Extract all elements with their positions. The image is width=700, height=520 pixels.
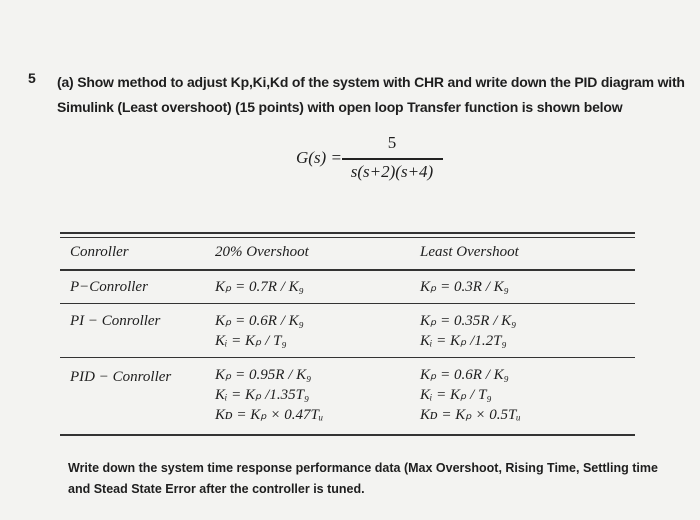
- table-rule-row2: [60, 357, 635, 358]
- header-controller: Conroller: [70, 244, 129, 260]
- pid-least-kd: Kᴅ = Kₚ × 0.5Tᵤ: [420, 407, 521, 423]
- header-least-overshoot: Least Overshoot: [420, 244, 519, 260]
- p-least-kp: Kₚ = 0.3R / K₉: [420, 279, 509, 295]
- p-20-kp: Kₚ = 0.7R / K₉: [215, 279, 304, 295]
- header-20-overshoot: 20% Overshoot: [215, 244, 309, 260]
- pid-least-kp: Kₚ = 0.6R / K₉: [420, 367, 509, 383]
- footer-instruction: Write down the system time response performance data (Max Overshoot, Rising Time, Settling time and Stead State Error after the controller is tuned.: [68, 461, 658, 496]
- table-rule-top-inner: [60, 237, 635, 238]
- table-rule-top: [60, 232, 635, 234]
- table-rule-bottom: [60, 434, 635, 436]
- formula-denominator: s(s+2)(s+4): [350, 162, 434, 181]
- formula-lhs: G(s) =: [296, 148, 342, 167]
- chr-tuning-table: [60, 232, 635, 440]
- row-pi-controller: PI − Conroller: [70, 313, 161, 329]
- pid-20-ki: Kᵢ = Kₚ /1.35T₉: [215, 387, 310, 403]
- formula-numerator: 5: [387, 133, 397, 152]
- fraction-bar: [342, 158, 443, 160]
- question-text: (a) Show method to adjust Kp,Ki,Kd of the system with CHR and write down the PID diagram with Simulink (Least overshoot) (15 points) with open loop Transfer function is shown below: [57, 74, 685, 115]
- pid-least-ki: Kᵢ = Kₚ / T₉: [420, 387, 492, 403]
- pid-20-kp: Kₚ = 0.95R / K₉: [215, 367, 312, 383]
- table-rule-header: [60, 269, 635, 271]
- question-number: 5: [28, 70, 36, 86]
- row-pid-controller: PID − Conroller: [70, 369, 172, 385]
- pi-20-kp: Kₚ = 0.6R / K₉: [215, 313, 304, 329]
- table-rule-row1: [60, 303, 635, 304]
- transfer-function: [0, 128, 700, 188]
- row-p-controller: P−Conroller: [70, 279, 148, 295]
- pi-least-ki: Kᵢ = Kₚ /1.2T₉: [420, 333, 507, 349]
- pid-20-kd: Kᴅ = Kₚ × 0.47Tᵤ: [215, 407, 324, 423]
- pi-least-kp: Kₚ = 0.35R / K₉: [420, 313, 517, 329]
- pi-20-ki: Kᵢ = Kₚ / T₉: [215, 333, 287, 349]
